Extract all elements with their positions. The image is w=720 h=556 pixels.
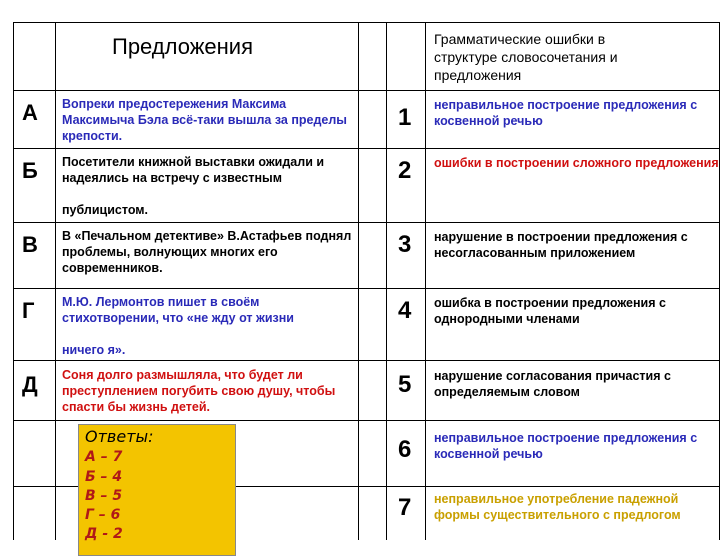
sentence-v: В «Печальном детективе» В.Астафьев поднял проблемы, волнующих многих его современников.	[62, 229, 352, 275]
sentences-column-header: Предложения	[112, 34, 254, 59]
row-letter-g: Г	[22, 298, 35, 323]
grid-line-h0	[13, 22, 720, 23]
error-number-6: 6	[398, 436, 412, 463]
grid-line-v4	[386, 22, 387, 540]
errors-header-line: предложения	[434, 67, 522, 83]
error-number-3: 3	[398, 231, 412, 258]
error-text-7: неправильное употребление падежной формы существительного с предлогом	[434, 492, 681, 522]
sentence-b-continuation: публицистом.	[62, 203, 149, 217]
errors-header-line: структуре словосочетания и	[434, 49, 618, 65]
grid-line-h3	[13, 222, 720, 223]
error-text-4: ошибка в построении предложения с однородными членами	[434, 296, 666, 326]
row-letter-b: Б	[22, 158, 38, 183]
error-text-5: нарушение согласования причастия с определяемым словом	[434, 369, 671, 399]
errors-header-line: Грамматические ошибки в	[434, 31, 606, 47]
errors-column-header	[434, 30, 618, 84]
error-text-1: неправильное построение предложения с косвенной речью	[434, 98, 698, 128]
grid-line-v2	[55, 22, 56, 540]
sentence-g: М.Ю. Лермонтов пишет в своём стихотворении, что «не жду от жизни	[62, 295, 294, 325]
grid-line-h6	[13, 420, 720, 421]
answer-line: Г – 6	[85, 507, 121, 523]
error-number-1: 1	[398, 104, 412, 131]
grid-line-h4	[13, 288, 720, 289]
error-number-7: 7	[398, 494, 412, 521]
answer-line: В – 5	[85, 488, 123, 504]
sentence-g-continuation: ничего я».	[62, 343, 126, 357]
error-text-6: неправильное построение предложения с косвенной речью	[434, 431, 698, 461]
error-number-2: 2	[398, 157, 412, 184]
grid-line-h2	[13, 148, 720, 149]
error-number-4: 4	[398, 297, 412, 324]
answers-title: Ответы:	[85, 427, 154, 446]
row-letter-v: В	[22, 232, 38, 257]
grid-line-h5	[13, 360, 720, 361]
grid-line-v5	[425, 22, 426, 540]
error-text-2: ошибки в построении сложного предложения	[434, 156, 719, 170]
grid-line-v1	[13, 22, 14, 540]
error-text-3: нарушение в построении предложения с несогласованным приложением	[434, 230, 688, 260]
answer-line: А – 7	[85, 449, 123, 465]
row-letter-d: Д	[22, 372, 38, 397]
sentence-d: Соня долго размышляла, что будет ли преступлением погубить свою душу, чтобы спасти бы жизнь детей.	[62, 368, 336, 414]
answer-line: Б – 4	[85, 469, 123, 485]
row-letter-a: А	[22, 100, 38, 125]
grid-line-h1	[13, 90, 720, 91]
answers-box	[78, 424, 236, 556]
sentence-b: Посетители книжной выставки ожидали и надеялись на встречу с известным	[62, 155, 325, 185]
sentence-a: Вопреки предостережения Максима Максимыча Бэла всё-таки вышла за пределы крепости.	[62, 97, 347, 143]
error-number-5: 5	[398, 371, 412, 398]
grid-line-v3	[358, 22, 359, 540]
answer-line: Д - 2	[85, 526, 123, 542]
